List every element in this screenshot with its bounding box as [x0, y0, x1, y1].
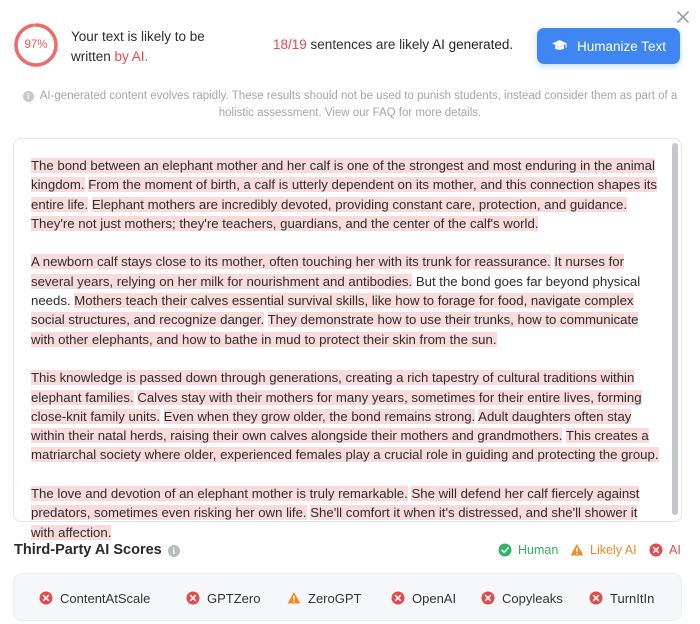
ai-sentence: From the moment of birth, a calf is utterly dependent on its mother, and this connection shapes its entire life. [31, 177, 658, 212]
paragraph [31, 156, 663, 233]
x-circle-icon [589, 591, 603, 605]
sentence-summary: 18/19 sentences are likely AI generated. [273, 37, 514, 52]
ai-sentence: She'll comfort it when it's distressed, and she'll shower it with affection. [31, 505, 638, 540]
ai-score-percent: 97% [24, 39, 48, 51]
analyzed-text-panel[interactable] [13, 138, 682, 540]
ai-sentence: She will defend her calf fiercely against predators, sometimes even risking her own life. [31, 486, 640, 521]
ai-sentence: Calves stay with their mothers for many years, sometimes for their entire lives, forming close-knit family units. [31, 389, 642, 424]
x-circle-icon [391, 591, 405, 605]
detector-label: GPTZero [207, 590, 261, 606]
x-circle-icon [481, 591, 495, 605]
legend-ai: AI [649, 542, 681, 558]
ai-sentence: Adult daughters often stay within their natal herds, raising their own calves alongside their mothers and grandmothers. [31, 408, 632, 444]
paragraph [31, 252, 663, 348]
x-circle-icon [39, 591, 53, 605]
ai-sentence: Elephant mothers are incredibly devoted, providing constant care, protection, and guidance. [91, 196, 628, 212]
detector-label: ContentAtScale [60, 590, 151, 606]
human-text: But the bond goes far beyond physical needs. [31, 273, 641, 309]
info-icon[interactable]: i [168, 545, 180, 557]
ai-sentence: This knowledge is passed down through generations, creating a rich tapestry of cultural traditions within elephant families. [31, 370, 635, 405]
humanize-text-button[interactable] [537, 28, 680, 64]
analyzed-text-content [14, 139, 667, 540]
detector-gptzero[interactable] [186, 574, 260, 622]
ai-sentence: Mothers teach their calves essential survival skills, like how to forage for food, navigate complex social structures, and recognize danger. [31, 293, 634, 328]
warning-triangle-icon [570, 543, 584, 557]
verdict-highlight: by AI. [114, 49, 149, 64]
disclaimer [20, 88, 680, 122]
ai-sentence: They demonstrate how to use their trunks, how to communicate with other elephants, and how to bathe in mud to protect their skin from the sun. [31, 312, 639, 347]
humanize-label: Humanize Text [576, 38, 667, 54]
ai-score-gauge [13, 22, 59, 68]
disclaimer-text: AI-generated content evolves rapidly. These results should not be used to punish students, instead consider them as part of a holistic assessment. View our FAQ for more details. [39, 90, 678, 119]
ai-sentence: The love and devotion of an elephant mother is truly remarkable. [31, 486, 408, 502]
detector-label: OpenAI [412, 590, 457, 606]
detector-copyleaks[interactable] [481, 574, 563, 622]
ai-sentence: This creates a matriarchal society where older, experienced females play a crucial role in guiding and protecting the group. [31, 428, 659, 463]
paragraph [31, 368, 663, 464]
verdict-text: Your text is likely to be written by AI. [71, 29, 205, 64]
legend-likely-ai: Likely AI [570, 542, 637, 558]
third-party-title: Third-Party AI Scores i [14, 542, 180, 558]
third-party-scores-bar [13, 573, 682, 621]
ai-sentence: A newborn calf stays close to its mother, often touching her with its trunk for reassurance. [31, 254, 551, 270]
ai-sentence: Even when they grow older, the bond remains strong. [163, 408, 476, 424]
ai-sentence: They're not just mothers; they're teachers, guardians, and the center of the calf's world. [31, 215, 539, 231]
ai-sentence: It nurses for several years, relying on her milk for nourishment and antibodies. [31, 254, 625, 289]
scrollbar-thumb[interactable] [672, 143, 678, 515]
warning-triangle-icon [287, 591, 301, 605]
x-circle-icon [186, 591, 200, 605]
close-button[interactable] [674, 8, 692, 26]
detector-contentatscale[interactable] [39, 574, 150, 622]
check-circle-icon [498, 543, 512, 557]
ai-sentence: The bond between an elephant mother and her calf is one of the strongest and most enduring in the animal kingdom. [31, 158, 655, 193]
legend-human: Human [498, 542, 558, 558]
sentence-count: 18/19 [273, 37, 307, 52]
detector-turnitin[interactable] [589, 574, 654, 622]
scrollbar[interactable] [672, 143, 678, 519]
detector-openai[interactable] [391, 574, 456, 622]
close-icon [674, 8, 692, 26]
x-circle-icon [649, 543, 663, 557]
detector-label: ZeroGPT [308, 590, 362, 606]
paragraph [31, 484, 663, 542]
graduation-cap-icon [551, 39, 568, 53]
info-icon: i [23, 91, 34, 102]
detector-label: Copyleaks [502, 590, 563, 606]
detector-zerogpt[interactable] [287, 574, 361, 622]
detector-label: TurnItIn [610, 590, 655, 606]
